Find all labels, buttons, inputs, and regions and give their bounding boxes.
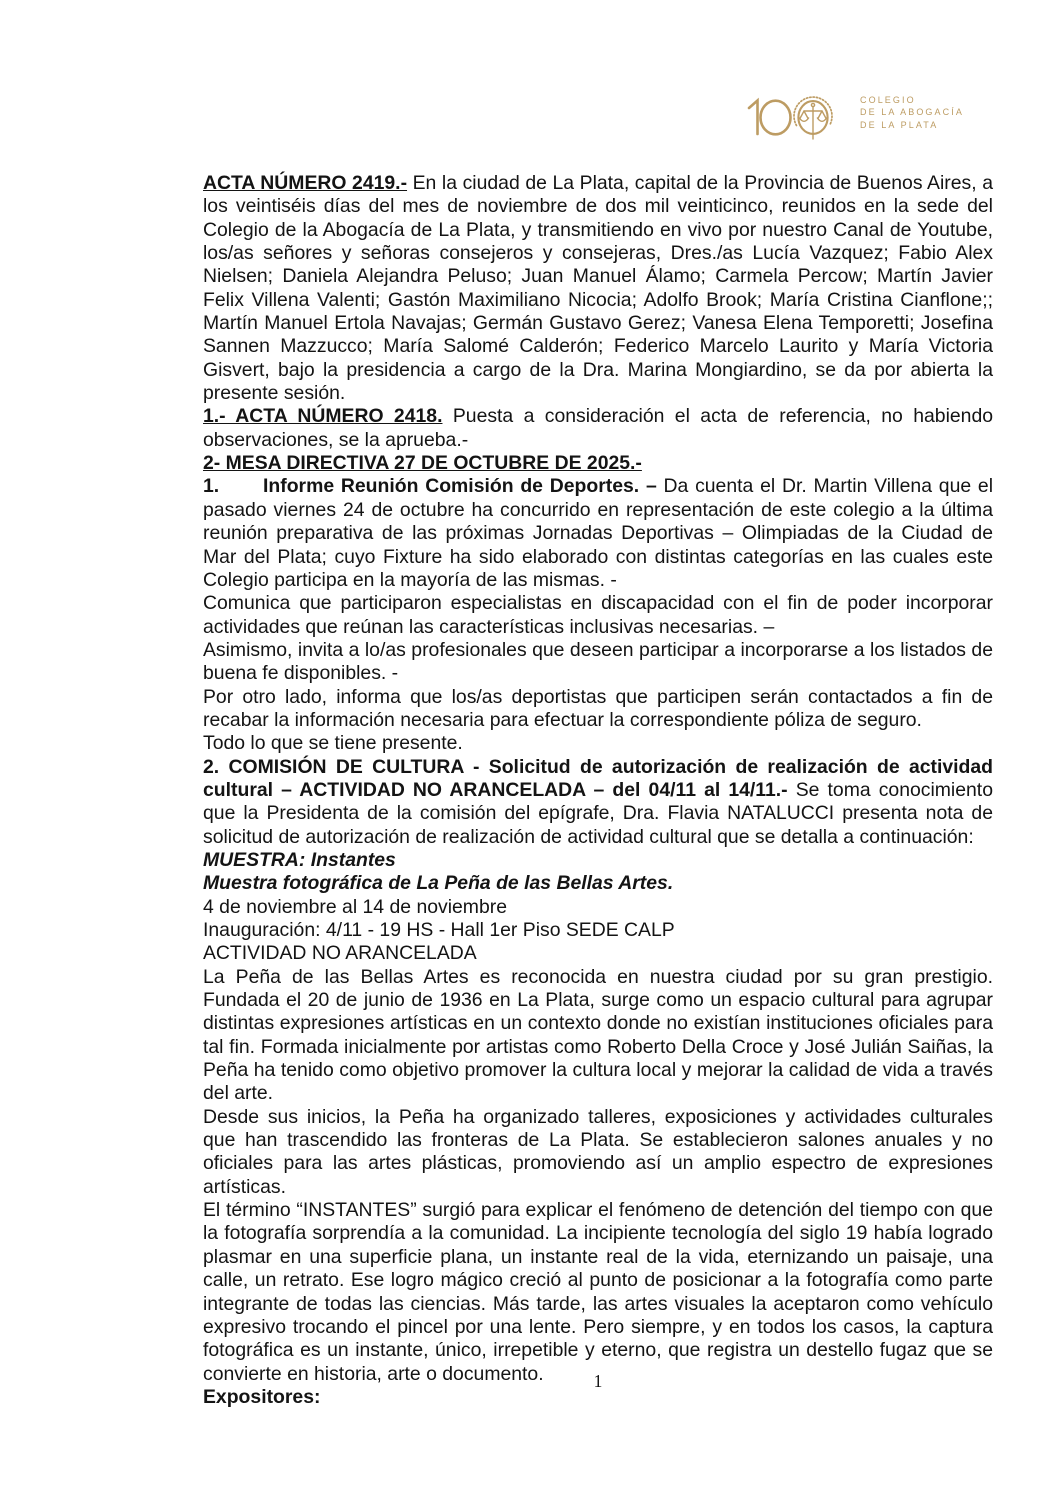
- paragraph-comision-cultura: [203, 756, 993, 849]
- logo-digit-0-first: [761, 101, 791, 135]
- acta-2418-text: Puesta a consideración el acta de referencia, no habiendo observaciones, se la aprueba.-: [203, 405, 994, 451]
- acta-2419-heading: ACTA NÚMERO 2419.-: [203, 172, 408, 194]
- logo: [744, 96, 848, 148]
- comision-cultura-text: Se toma conocimiento que la Presidenta de la comisión del epígrafe, Dra. Flavia NATALUCCI presenta nota de solicitud de autorización de realización de actividad cultural que se detalla a continuación:: [203, 778, 993, 848]
- todo-presente-text: Todo lo que se tiene presente.: [203, 732, 463, 755]
- document-body: [203, 172, 993, 1409]
- inauguracion-text: Inauguración: 4/11 - 19 HS - Hall 1er Piso SEDE CALP: [203, 919, 675, 941]
- muestra-title-line: [203, 849, 993, 872]
- acta-2419-text: En la ciudad de La Plata, capital de la Provincia de Buenos Aires, a los veintiséis días del mes de noviembre de dos mil veinticinco, reunidos en la sede del Colegio de la Abogacía de La Plata, y transmitiendo en vivo por nuestro Canal de Youtube, los/as señores y señoras consejeros y consejeras, Dres./as Lucía Vazquez; Fabio Alex Nielsen; Daniela Alejandra Peluso; Juan Manuel Álamo; Carmela Percow; Martín Javier Felix Villena Valenti; Gastón Maximiliano Nicocia; Adolfo Brook; María Cristina Cianflone;; Martín Manuel Ertola Navajas; Germán Gustavo Gerez; Vanesa Elena Temporetti; Josefina Sannen Mazzucco; María Salomé Calderón; Federico Marcelo Laurito y María Victoria Gisvert, bajo la presidencia a cargo de la Dra. Marina Mongiardino, se da por abierta la presente sesión.: [203, 172, 993, 405]
- acta-2418-heading: 1.- ACTA NÚMERO 2418.: [203, 405, 443, 428]
- paragraph-asimismo: [203, 639, 993, 686]
- paragraph-pena-historia: [203, 966, 993, 1106]
- org-line-3: DE LA PLATA: [860, 119, 939, 130]
- logo-digit-1: [749, 101, 758, 135]
- fecha-line: [203, 896, 993, 919]
- mesa-directiva-title: 2- MESA DIRECTIVA 27 DE OCTUBRE DE 2025.-: [203, 452, 642, 475]
- por-otro-lado-text: Por otro lado, informa que los/as deportistas que participen serán contactados a fin de recabar la información necesaria para efectuar la correspondiente póliza de seguro.: [203, 685, 993, 731]
- asimismo-text: Asimismo, invita a lo/as profesionales que deseen participar a incorporarse a los listados de buena fe disponibles. -: [203, 638, 993, 685]
- inauguracion-line: [203, 919, 993, 942]
- pena-inicios-text: Desde sus inicios, la Peña ha organizado talleres, exposiciones y actividades culturales que han trascendido las fronteras de La Plata. Se establecieron salones anuales y no oficiales para las artes plásticas, promoviendo así un amplio espectro de expresiones artísticas.: [203, 1105, 993, 1198]
- muestra-title: MUESTRA: Instantes: [203, 848, 396, 871]
- pena-historia-text: La Peña de las Bellas Artes es reconocida en nuestra ciudad por su gran prestigio. Fundada el 20 de junio de 1936 en La Plata, surge como un espacio cultural para agrupar distintas expresiones artísticas en un contexto donde no existían instituciones oficiales para tal fin. Formada inicialmente por artistas como Roberto Della Croce y José Julián Saiñas, la Peña ha tenido como objetivo promover la cultura local y mejorar la calidad de vida a través del arte.: [203, 965, 993, 1105]
- heading-mesa-directiva: [203, 452, 993, 475]
- fecha-text: 4 de noviembre al 14 de noviembre: [203, 895, 507, 918]
- muestra-subtitle-line: [203, 872, 993, 895]
- comision-cultura-title: 2. COMISIÓN DE CULTURA - Solicitud de autorización de realización de actividad cultural – ACTIVIDAD NO ARANCELADA – del 04/11 al 14/11.-: [203, 755, 993, 801]
- org-line-2: DE LA ABOGACÍA: [860, 107, 964, 118]
- paragraph-termino-instantes: [203, 1199, 993, 1386]
- page-number: 1: [593, 1371, 603, 1391]
- informe-deportes-title: Informe Reunión Comisión de Deportes. –: [263, 475, 657, 498]
- paragraph-acta-2418: [203, 405, 993, 452]
- paragraph-por-otro-lado: [203, 686, 993, 733]
- paragraph-informe-deportes: [203, 475, 993, 592]
- expositores-label: Expositores:: [203, 1385, 321, 1408]
- paragraph-comunica: [203, 592, 993, 639]
- org-line-1: COLEGIO: [860, 95, 916, 105]
- informe-deportes-text: Da cuenta el Dr. Martin Villena que el pasado viernes 24 de octubre ha concurrido en representación de este colegio a la última reunión preparativa de las próximas Jornadas Deportivas – Olimpiadas de la Ciudad de Mar del Plata; cuyo Fixture ha sido elaborado con distintas categorías en las cuales este Colegio participa en la mayoría de las mismas. -: [203, 475, 994, 591]
- actividad-text: ACTIVIDAD NO ARANCELADA: [203, 942, 477, 965]
- termino-instantes-text: El término “INSTANTES” surgió para explicar el fenómeno de detención del tiempo con que la fotografía sorprendía a la comunidad. La incipiente tecnología del siglo 19 había logrado plasmar en una superficie plana, un instante real de la vida, eternizando un paisaje, una calle, un retrato. Ese logro mágico creció al punto de posicionar a la fotografía como parte integrante de todas las ciencias. Más tarde, las artes visuales la aceptaron como vehículo expresivo trocando el pincel por una lente. Pero siempre, y en todos los casos, la captura fotográfica es un instante, único, irrepetible y eterno, que registra un destello fugaz que se convierte en historia, arte o documento.: [203, 1199, 993, 1385]
- paragraph-todo-presente: [203, 732, 993, 755]
- scales-of-justice-icon: [799, 103, 826, 139]
- actividad-line: [203, 942, 993, 965]
- logo-100-icon: [744, 96, 848, 148]
- comunica-text: Comunica que participaron especialistas en discapacidad con el fin de poder incorporar actividades que reúnan las características inclusivas necesarias. –: [203, 592, 993, 638]
- muestra-subtitle: Muestra fotográfica de La Peña de las Bellas Artes.: [203, 872, 674, 895]
- paragraph-acta-2419: [203, 172, 993, 405]
- logo-org-name: [860, 94, 964, 131]
- paragraph-pena-inicios: [203, 1106, 993, 1199]
- item-1-number: 1.: [203, 475, 220, 498]
